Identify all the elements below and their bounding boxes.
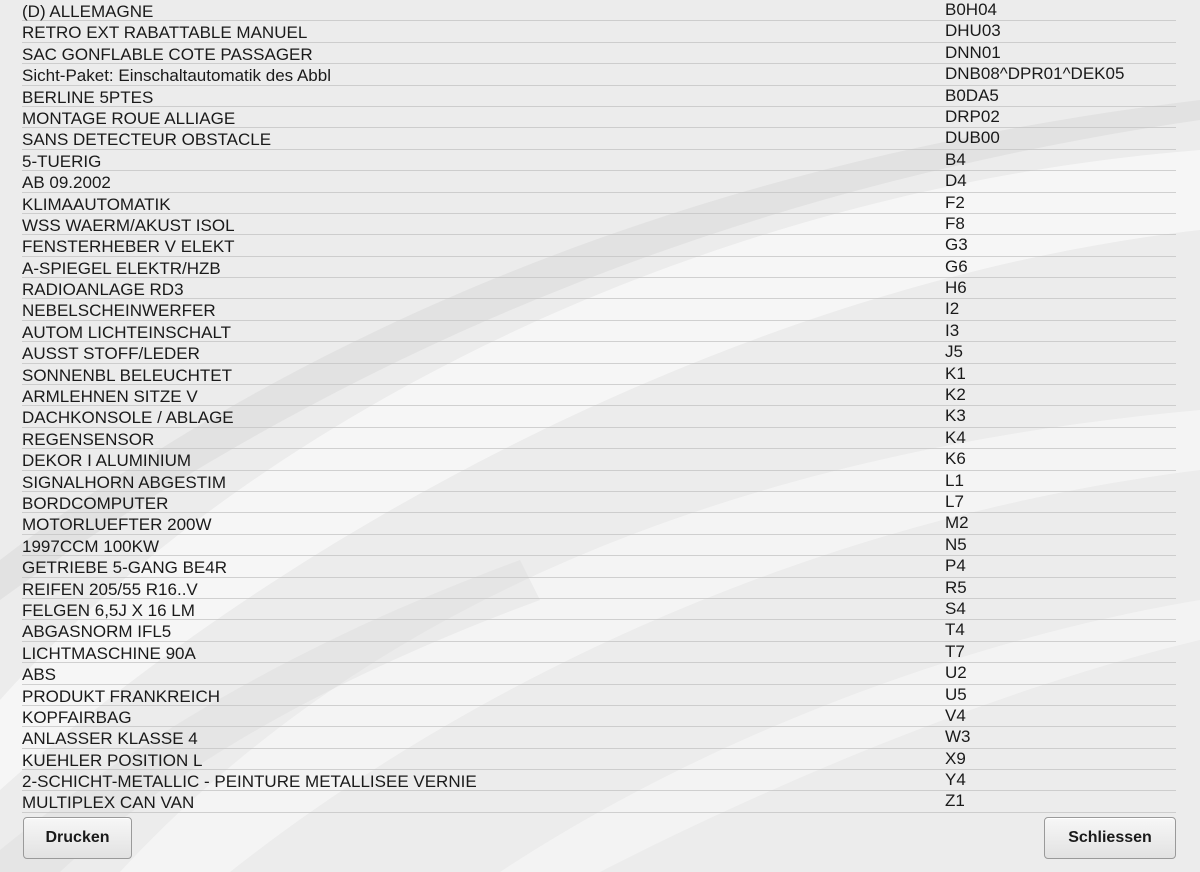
equipment-description: REGENSENSOR: [22, 429, 155, 449]
equipment-description: A-SPIEGEL ELEKTR/HZB: [22, 258, 221, 278]
equipment-code: B0DA5: [945, 85, 999, 105]
equipment-code: F2: [945, 192, 965, 212]
equipment-code: K3: [945, 406, 966, 426]
table-row: [22, 364, 1176, 385]
table-row: [22, 235, 1176, 256]
equipment-description: AUTOM LICHTEINSCHALT: [22, 322, 232, 342]
table-row: [22, 556, 1176, 577]
equipment-description: BERLINE 5PTES: [22, 87, 154, 107]
equipment-code: L1: [945, 470, 964, 490]
equipment-description: NEBELSCHEINWERFER: [22, 301, 216, 321]
equipment-code: U5: [945, 684, 967, 704]
equipment-code: DHU03: [945, 21, 1001, 41]
equipment-code: T4: [945, 620, 965, 640]
table-row: [22, 642, 1176, 663]
table-row: [22, 64, 1176, 85]
table-row: [22, 471, 1176, 492]
table-row: [22, 193, 1176, 214]
table-row: [22, 128, 1176, 149]
table-row: [22, 43, 1176, 64]
table-row: [22, 278, 1176, 299]
table-row: [22, 171, 1176, 192]
table-row: [22, 107, 1176, 128]
equipment-code: W3: [945, 727, 971, 747]
equipment-code: H6: [945, 278, 967, 298]
table-row: [22, 0, 1176, 21]
equipment-description: MOTORLUEFTER 200W: [22, 515, 212, 535]
equipment-code: T7: [945, 641, 965, 661]
equipment-code: K1: [945, 363, 966, 383]
equipment-code: K6: [945, 449, 966, 469]
table-row: [22, 257, 1176, 278]
equipment-code: P4: [945, 556, 966, 576]
equipment-description: AB 09.2002: [22, 173, 111, 193]
equipment-code: M2: [945, 513, 969, 533]
table-row: [22, 321, 1176, 342]
equipment-description: DEKOR I ALUMINIUM: [22, 451, 192, 471]
equipment-description: 1997CCM 100KW: [22, 536, 160, 556]
equipment-code: R5: [945, 577, 967, 597]
equipment-code: U2: [945, 663, 967, 683]
equipment-description: SIGNALHORN ABGESTIM: [22, 472, 227, 492]
equipment-table: [22, 0, 1176, 813]
equipment-code: X9: [945, 748, 966, 768]
table-row: [22, 599, 1176, 620]
equipment-description: AUSST STOFF/LEDER: [22, 344, 200, 364]
equipment-code: F8: [945, 213, 965, 233]
table-row: [22, 428, 1176, 449]
equipment-code: L7: [945, 491, 964, 511]
equipment-description: GETRIEBE 5-GANG BE4R: [22, 558, 227, 578]
equipment-description: LICHTMASCHINE 90A: [22, 643, 196, 663]
equipment-code: DRP02: [945, 106, 1000, 126]
equipment-code: G3: [945, 235, 968, 255]
equipment-description: FELGEN 6,5J X 16 LM: [22, 600, 195, 620]
equipment-description: SONNENBL BELEUCHTET: [22, 365, 233, 385]
equipment-description: SAC GONFLABLE COTE PASSAGER: [22, 44, 313, 64]
table-row: [22, 663, 1176, 684]
equipment-description: (D) ALLEMAGNE: [22, 2, 154, 21]
equipment-description: Sicht-Paket: Einschaltautomatik des Abbl: [22, 66, 331, 86]
table-row: [22, 385, 1176, 406]
equipment-code: D4: [945, 171, 967, 191]
equipment-description: KOPFAIRBAG: [22, 707, 132, 727]
print-button[interactable]: Drucken: [23, 817, 132, 859]
table-row: [22, 513, 1176, 534]
equipment-code: V4: [945, 705, 966, 725]
table-row: [22, 214, 1176, 235]
equipment-code: K2: [945, 385, 966, 405]
equipment-code: DUB00: [945, 128, 1000, 148]
table-row: [22, 706, 1176, 727]
equipment-description: ABS: [22, 665, 57, 685]
equipment-description: WSS WAERM/AKUST ISOL: [22, 215, 235, 235]
equipment-code: B4: [945, 149, 966, 169]
table-row: [22, 770, 1176, 791]
table-row: [22, 727, 1176, 748]
equipment-description: FENSTERHEBER V ELEKT: [22, 237, 235, 257]
equipment-description: BORDCOMPUTER: [22, 493, 169, 513]
equipment-description: RETRO EXT RABATTABLE MANUEL: [22, 23, 308, 43]
equipment-code: G6: [945, 256, 968, 276]
table-row: [22, 535, 1176, 556]
equipment-description: KUEHLER POSITION L: [22, 750, 203, 770]
equipment-code: Z1: [945, 791, 965, 811]
equipment-description: MULTIPLEX CAN VAN: [22, 793, 195, 813]
table-row: [22, 406, 1176, 427]
equipment-code: J5: [945, 342, 963, 362]
table-row: [22, 620, 1176, 641]
equipment-code: I2: [945, 299, 960, 319]
close-button[interactable]: Schliessen: [1044, 817, 1176, 859]
equipment-code: DNN01: [945, 42, 1001, 62]
table-row: [22, 578, 1176, 599]
equipment-code: I3: [945, 320, 960, 340]
table-row: [22, 492, 1176, 513]
equipment-description: REIFEN 205/55 R16..V: [22, 579, 198, 599]
equipment-code: S4: [945, 598, 966, 618]
table-row: [22, 299, 1176, 320]
equipment-description: KLIMAAUTOMATIK: [22, 194, 171, 214]
equipment-description: MONTAGE ROUE ALLIAGE: [22, 108, 236, 128]
table-row: [22, 791, 1176, 812]
table-row: [22, 749, 1176, 770]
equipment-code: DNB08^DPR01^DEK05: [945, 64, 1125, 84]
equipment-description: ABGASNORM IFL5: [22, 622, 172, 642]
table-row: [22, 685, 1176, 706]
equipment-description: ANLASSER KLASSE 4: [22, 729, 198, 749]
equipment-code: K4: [945, 427, 966, 447]
table-row: [22, 449, 1176, 470]
table-row: [22, 21, 1176, 42]
equipment-code: B0H04: [945, 0, 997, 19]
equipment-description: DACHKONSOLE / ABLAGE: [22, 408, 234, 428]
table-row: [22, 86, 1176, 107]
equipment-code: Y4: [945, 770, 966, 790]
equipment-description: SANS DETECTEUR OBSTACLE: [22, 130, 272, 150]
equipment-description: RADIOANLAGE RD3: [22, 280, 184, 300]
equipment-description: 2-SCHICHT-METALLIC - PEINTURE METALLISEE VERNIE: [22, 772, 477, 792]
equipment-description: ARMLEHNEN SITZE V: [22, 387, 198, 407]
equipment-code: N5: [945, 534, 967, 554]
table-row: [22, 150, 1176, 171]
table-row: [22, 342, 1176, 363]
equipment-description: PRODUKT FRANKREICH: [22, 686, 221, 706]
equipment-description: 5-TUERIG: [22, 151, 102, 171]
